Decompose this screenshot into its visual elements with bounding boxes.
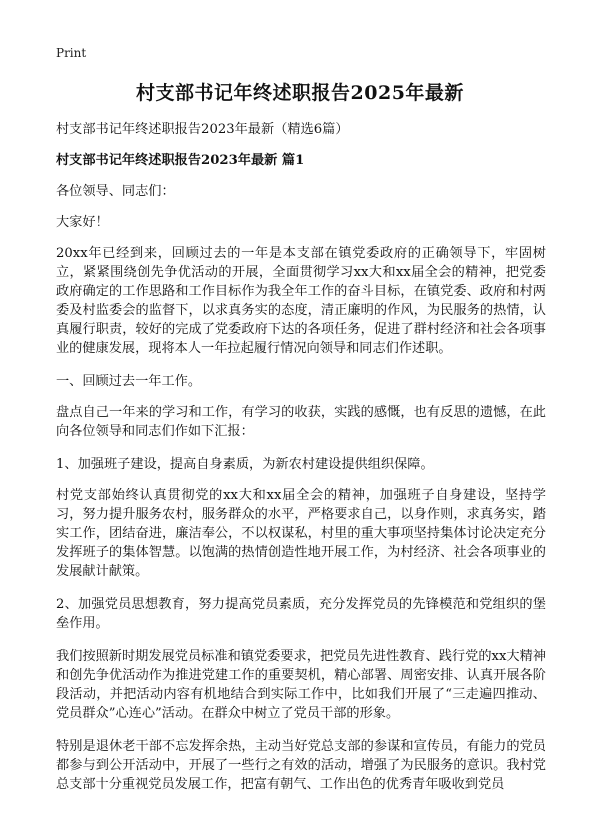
page-title: 村支部书记年终述职报告2025年最新 [136,82,464,104]
paragraph: 1、加强班子建设，提高自身素质，为新农村建设提供组织保障。 [56,457,434,472]
paragraph: 特别是退休老干部不忘发挥余热，主动当好党总支部的参谋和宣传员，有能力的党员都参与到公开活动中，开展了一些行之有效的活动，增强了为民服务的意识。我村党总支部十分重视党员发展工作，把富有朝气、工作出色的优秀青年吸收到党员 [56,739,546,792]
document-body [56,120,546,808]
paragraph: 20xx年已经到来，回顾过去的一年是本支部在镇党委政府的正确领导下，牢固树立，紧紧围绕创先争优活动的开展，全面贯彻学习xx大和xx届全会的精神，把党委政府确定的工作思路和工作目标作为我全年工作的奋斗目标，在镇党委、政府和村两委及村监委会的监督下，以求真务实的态度，清正廉明的作风，为民服务的热情，认真履行职责，较好的完成了党委政府下达的各项任务，促进了群村经济和社会各项事业的健康发展，现将本人一年拉起履行情况向领导和同志们作述职。 [56,246,546,356]
paragraph: 盘点自己一年来的学习和工作，有学习的收获，实践的感慨，也有反思的遗憾，在此向各位领导和同志们作如下汇报： [56,405,546,439]
section-heading: 村支部书记年终述职报告2023年最新 篇1 [56,153,305,168]
paragraph: 一、回顾过去一年工作。 [56,374,202,389]
subtitle: 村支部书记年终述职报告2023年最新（精选6篇） [56,122,349,137]
paragraph: 村党支部始终认真贯彻党的xx大和xx届全会的精神，加强班子自身建设，坚持学习，努力提升服务农村，服务群众的水平，严格要求自己，以身作则，求真务实，踏实工作，团结奋进，廉洁奉公，不以权谋私，村里的重大事项坚持集体讨论决定充分发挥班子的集体智慧。以饱满的热情创造性地开展工作，为村经济、社会各项事业的发展献计献策。 [56,488,546,579]
paragraph: 各位领导、同志们： [56,184,175,199]
print-link[interactable]: Print [56,46,87,60]
paragraph: 我们按照新时期发展党员标准和镇党委要求，把党员先进性教育、践行党的xx大精神和创先争优活动作为推进党建工作的重要契机，精心部署、周密安排、认真开展各阶段活动，并把活动内容有机地结合到实际工作中，比如我们开展了“三走遍四推动、党员群众”心连心”活动。在群众中树立了党员干部的形象。 [56,649,546,721]
paragraph: 2、加强党员思想教育，努力提高党员素质，充分发挥党员的先锋模范和党组织的堡垒作用。 [56,597,546,631]
paragraph: 大家好！ [56,215,109,230]
